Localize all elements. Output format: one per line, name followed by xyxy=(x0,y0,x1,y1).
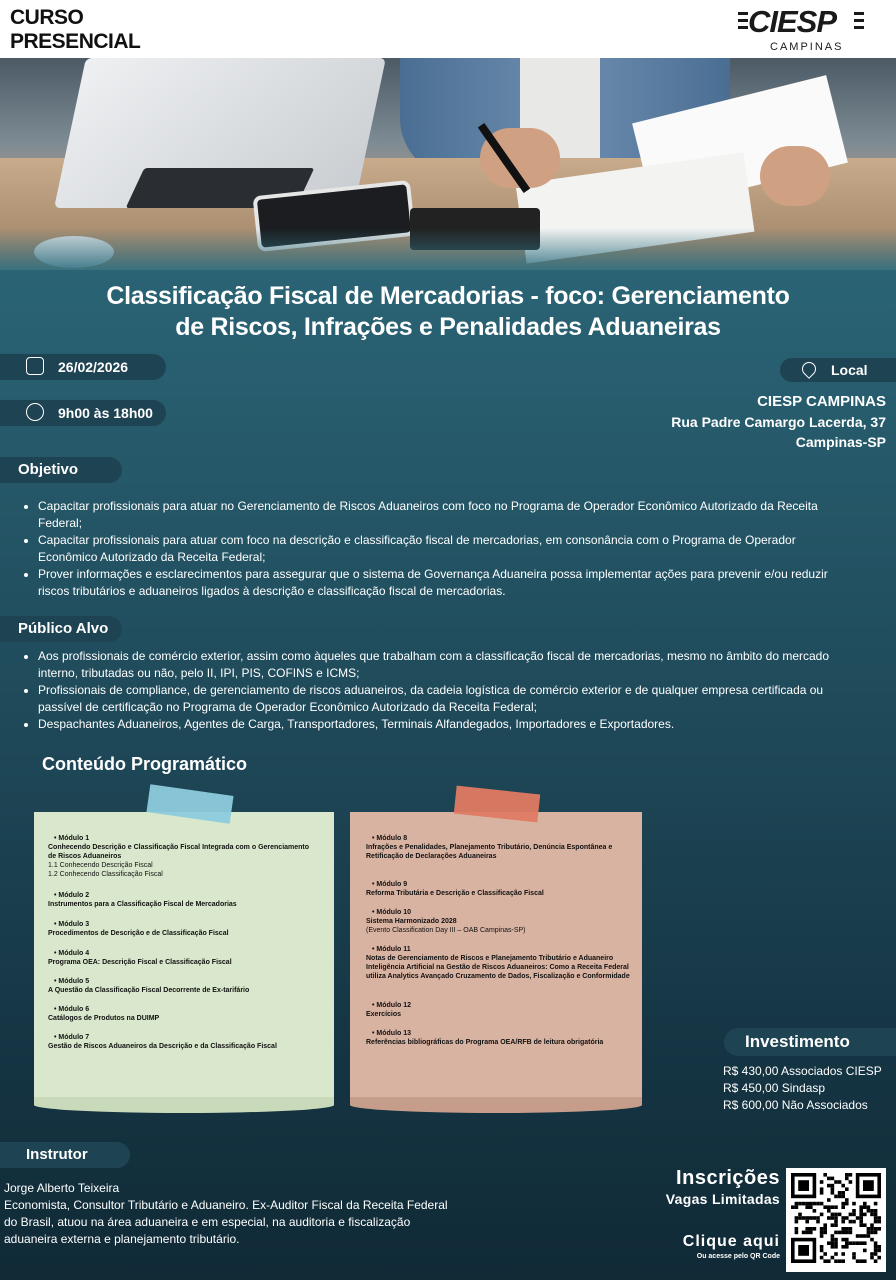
modules-note-left xyxy=(34,812,334,1105)
price-sindasp: R$ 450,00 Sindasp xyxy=(723,1081,826,1095)
list-item: • Capacitar profissionais para atuar com foco na descrição e classificação fiscal de mercadorias, em consonância com o Programa de Operador Econômico Autorizado da Receita Federal; xyxy=(38,532,828,566)
instrutor-heading: Instrutor xyxy=(0,1142,130,1168)
logo-bars-left xyxy=(738,12,748,33)
course-type-label: CURSO PRESENCIAL xyxy=(10,6,141,53)
logo-bars-right xyxy=(854,12,864,33)
venue-city: Campinas-SP xyxy=(795,434,886,450)
investimento-heading: Investimento xyxy=(724,1028,896,1056)
header-bar xyxy=(0,0,896,58)
calendar-icon xyxy=(26,357,44,375)
venue-block xyxy=(671,392,886,452)
vagas-limitadas: Vagas Limitadas xyxy=(665,1191,780,1207)
ciesp-logo xyxy=(738,4,864,54)
module-10: • Módulo 10 Sistema Harmonizado 2028 (Evento Classification Day III – OAB Campinas-SP) xyxy=(366,908,636,935)
date-text: 26/02/2026 xyxy=(58,359,129,375)
module-9: • Módulo 9 Reforma Tributária e Descrição e Classificação Fiscal xyxy=(366,880,636,898)
module-12: • Módulo 12 Exercícios xyxy=(366,1001,636,1019)
conteudo-heading: Conteúdo Programático xyxy=(42,754,248,774)
modules-note-right xyxy=(350,812,642,1105)
qr-code[interactable] xyxy=(786,1168,886,1272)
location-pin-icon xyxy=(799,359,819,379)
logo-word: CIESP xyxy=(748,4,837,39)
instrutor-name: Jorge Alberto Teixeira xyxy=(4,1181,120,1195)
local-pill xyxy=(780,358,896,382)
objetivo-list xyxy=(20,498,828,600)
hero-photo xyxy=(0,58,896,270)
course-title: Classificação Fiscal de Mercadorias - foco: Gerenciamento de Riscos, Infrações e Penalidades Aduaneiras xyxy=(106,282,790,341)
list-item: • Prover informações e esclarecimentos para assegurar que o sistema de Governança Aduaneira possa implementar ações para prevenir e/ou reduzir riscos tributários e aduaneiros ligados à descrição e classificação fiscal de mercadorias. xyxy=(38,566,828,600)
time-text: 9h00 às 18h00 xyxy=(58,405,153,421)
time-pill xyxy=(0,400,166,426)
module-3: • Módulo 3 Procedimentos de Descrição e de Classificação Fiscal xyxy=(48,920,318,938)
venue-address: Rua Padre Camargo Lacerda, 37 xyxy=(671,414,886,430)
price-nao-associados: R$ 600,00 Não Associados xyxy=(723,1098,868,1112)
instrutor-info xyxy=(4,1180,464,1248)
date-pill xyxy=(0,354,166,380)
qr-hint: Ou acesse pelo QR Code xyxy=(696,1253,780,1260)
inscricoes-title: Inscrições xyxy=(676,1167,780,1189)
instrutor-bio: Economista, Consultor Tributário e Aduaneiro. Ex-Auditor Fiscal da Receita Federal do Brasil, atuou na área aduaneira e em especial, na auditoria e fiscalização aduaneira externa e planejamento tributário. xyxy=(4,1198,448,1246)
list-item: • Profissionais de compliance, de gerenciamento de riscos aduaneiros, da cadeia logística de comércio exterior e de qualquer empresa certificada ou passível de certificação no Programa de Operador Econômico Autorizado da Receita Federal; xyxy=(38,682,838,716)
clique-aqui-link[interactable] xyxy=(683,1232,780,1261)
module-7: • Módulo 7 Gestão de Riscos Aduaneiros da Descrição e da Classificação Fiscal xyxy=(48,1033,318,1051)
clique-aqui-text[interactable]: Clique aqui xyxy=(682,1233,780,1250)
inscricoes-block xyxy=(666,1166,780,1208)
local-label: Local xyxy=(831,362,868,378)
clock-icon xyxy=(26,403,44,421)
qr-code-graphic[interactable] xyxy=(786,1168,886,1272)
list-item: • Despachantes Aduaneiros, Agentes de Carga, Transportadores, Terminais Alfandegados, Importadores e Exportadores. xyxy=(38,716,838,733)
module-2: • Módulo 2 Instrumentos para a Classificação Fiscal de Mercadorias xyxy=(48,891,318,909)
module-4: • Módulo 4 Programa OEA: Descrição Fiscal e Classificação Fiscal xyxy=(48,949,318,967)
logo-sub: CAMPINAS xyxy=(770,41,844,53)
objetivo-heading: Objetivo xyxy=(0,457,122,483)
list-item: • Aos profissionais de comércio exterior, assim como àqueles que trabalham com a classificação fiscal de mercadorias, mesmo no âmbito do mercado interno, tributadas ou não, pelo II, IPI, PIS, COFINS e ICMS; xyxy=(38,648,838,682)
price-list xyxy=(723,1063,882,1114)
publico-heading: Público Alvo xyxy=(0,616,122,642)
module-5: • Módulo 5 A Questão da Classificação Fiscal Decorrente de Ex-tarifário xyxy=(48,977,318,995)
module-8: • Módulo 8 Infrações e Penalidades, Planejamento Tributário, Denúncia Espontânea e Retificação de Declarações Aduaneiras xyxy=(366,834,636,861)
module-13: • Módulo 13 Referências bibliográficas do Programa OEA/RFB de leitura obrigatória xyxy=(366,1029,636,1047)
list-item: • Capacitar profissionais para atuar no Gerenciamento de Riscos Aduaneiros com foco no Programa de Operador Econômico Autorizado da Receita Federal; xyxy=(38,498,828,532)
price-associados: R$ 430,00 Associados CIESP xyxy=(723,1064,882,1078)
venue-name: CIESP CAMPINAS xyxy=(757,393,886,410)
module-11: • Módulo 11 Notas de Gerenciamento de Riscos e Planejamento Tributário e Aduaneiro Inteligência Artificial na Gestão de Riscos Aduaneiros: Como a Receita Federal utiliza Analytics Avançado Cruzamento de Dados, Fiscalização e Conformidade xyxy=(366,945,636,981)
publico-list xyxy=(20,648,838,733)
module-6: • Módulo 6 Catálogos de Produtos na DUIMP xyxy=(48,1005,318,1023)
module-1: • Módulo 1 Conhecendo Descrição e Classificação Fiscal Integrada com o Gerenciamento de Riscos Aduaneiros 1.1 Conhecendo Descrição Fiscal 1.2 Conhecendo Classificação Fiscal xyxy=(48,834,318,879)
